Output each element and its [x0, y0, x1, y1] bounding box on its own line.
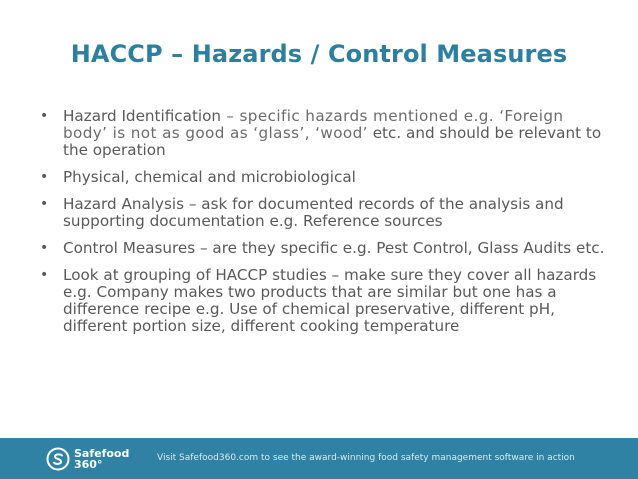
bullet-lead: Hazard Identification: [63, 107, 222, 125]
bullet-text: Look at grouping of HACCP studies – make sure they cover all hazards e.g. Company makes two products that are similar but one has a difference recipe e.g. Use of chemical preservative, different pH, different portion size, different cooking temperature: [63, 266, 597, 335]
bullet-dot: •: [40, 240, 49, 256]
bullet-item-physical: [40, 169, 610, 186]
bullet-list: [40, 108, 610, 345]
slide-title: HACCP – Hazards / Control Measures: [70, 40, 568, 68]
bullet-text: Control Measures – are they specific e.g. Pest Control, Glass Audits etc.: [63, 239, 605, 257]
bullet-text: etc. and should be relevant to the operation: [63, 124, 602, 159]
logo-line1: Safefood: [74, 447, 130, 460]
footer-promo-text[interactable]: Visit Safefood360.com to see the award-winning food safety management software in action: [157, 453, 575, 463]
bullet-dot: •: [40, 169, 49, 185]
bullet-dot: •: [40, 108, 49, 124]
logo-line2: 360°: [74, 458, 103, 471]
bullet-item-control-measures: [40, 240, 610, 257]
bullet-text-light: – specific hazards mentioned e.g. ‘Foreign body’ is not as good as ‘glass’, ‘wood’: [63, 107, 564, 142]
bullet-text: Physical, chemical and microbiological: [63, 168, 356, 186]
safefood-logo-text: [74, 448, 129, 470]
safefood-logo-icon: [46, 447, 70, 471]
safefood-logo[interactable]: [46, 446, 129, 472]
bullet-text: Hazard Analysis – ask for documented records of the analysis and supporting documentation e.g. Reference sources: [63, 195, 564, 230]
bullet-item-hazard-analysis: [40, 196, 610, 230]
footer-bar: [0, 438, 638, 479]
bullet-item-grouping: [40, 267, 610, 335]
bullet-item-hazard-identification: [40, 108, 610, 159]
bullet-dot: •: [40, 196, 49, 212]
bullet-dot: •: [40, 267, 49, 283]
